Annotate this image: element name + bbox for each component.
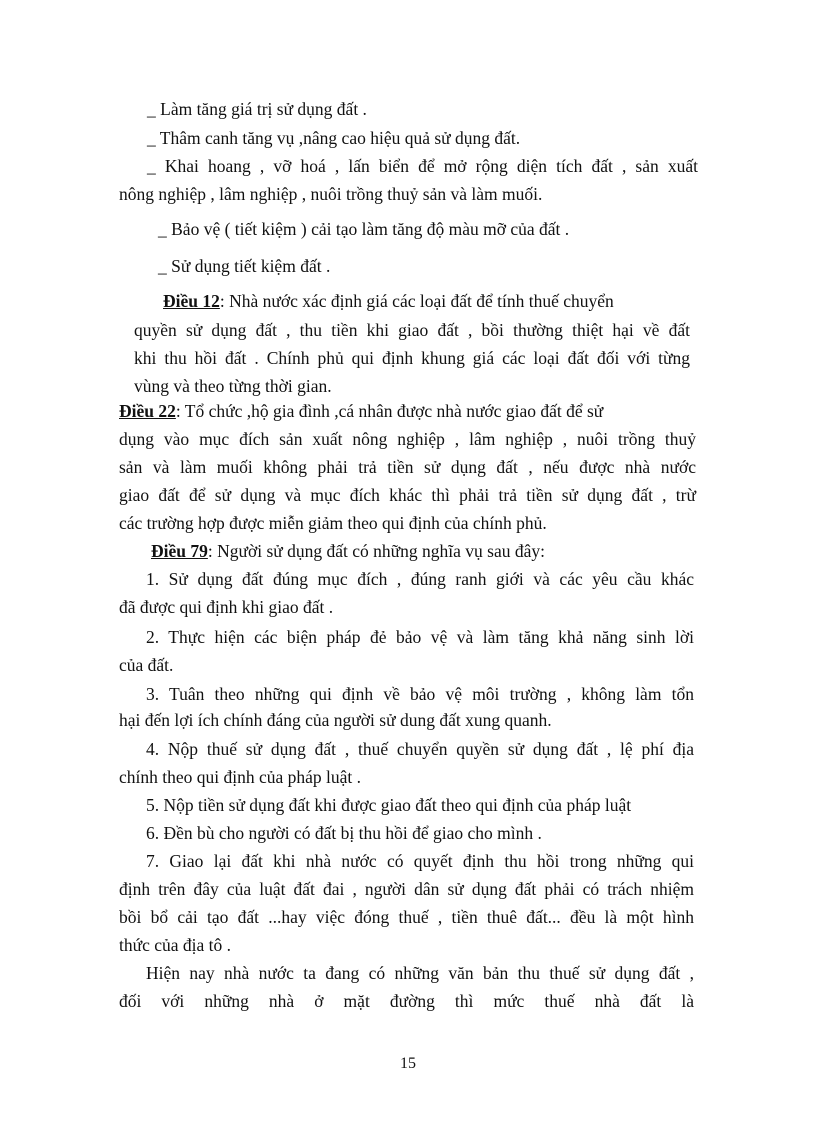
bullet-land-reclamation-line2: nông nghiệp , lâm nghiệp , nuôi trồng thuỷ sản và làm muối. bbox=[119, 184, 543, 204]
article-22-line3: sản và làm muối không phải trả tiền sử dụng đất , nếu được nhà nước bbox=[119, 457, 696, 477]
obligation-1-line2: đã được qui định khi giao đất . bbox=[119, 597, 334, 617]
article-12-heading: Điều 12 bbox=[163, 291, 220, 311]
article-79-intro bbox=[151, 540, 545, 562]
closing-paragraph-line1: Hiện nay nhà nước ta đang có những văn bản thu thuế sử dụng đất , bbox=[146, 963, 694, 983]
article-22-line5: các trường hợp được miễn giảm theo qui định của chính phủ. bbox=[119, 513, 547, 533]
bullet-increase-land-value: _ Làm tăng giá trị sử dụng đất . bbox=[147, 99, 367, 119]
obligation-6: 6. Đền bù cho người có đất bị thu hồi để giao cho mình . bbox=[146, 823, 542, 843]
obligation-4-line1: 4. Nộp thuế sử dụng đất , thuế chuyển quyền sử dụng đất , lệ phí địa bbox=[146, 739, 694, 759]
obligation-7-line3: bồi bổ cải tạo đất ...hay việc đóng thuế , tiền thuê đất... đều là một hình bbox=[119, 907, 694, 927]
article-12-text: : Nhà nước xác định giá các loại đất để tính thuế chuyển bbox=[219, 291, 614, 311]
article-12-line2: quyền sử dụng đất , thu tiền khi giao đất , bồi thường thiệt hại về đất bbox=[134, 320, 690, 340]
article-22-line1 bbox=[119, 400, 603, 422]
obligation-4-line2: chính theo qui định của pháp luật . bbox=[119, 767, 362, 787]
article-22-line2: dụng vào mục đích sản xuất nông nghiệp , lâm nghiệp , nuôi trồng thuỷ bbox=[119, 429, 696, 449]
obligation-3-line1: 3. Tuân theo những qui định về bảo vệ môi trường , không làm tổn bbox=[146, 684, 694, 704]
article-22-text: : Tổ chức ,hộ gia đình ,cá nhân được nhà nước giao đất để sử bbox=[175, 401, 604, 421]
obligation-2-line1: 2. Thực hiện các biện pháp đẻ bảo vệ và làm tăng khả năng sinh lời bbox=[146, 627, 694, 647]
obligation-5: 5. Nộp tiền sử dụng đất khi được giao đất theo qui định của pháp luật bbox=[146, 795, 632, 815]
obligation-3-line2: hại đến lợi ích chính đáng của người sử dung đất xung quanh. bbox=[119, 710, 552, 730]
page-number: 15 bbox=[400, 1055, 416, 1072]
article-79-heading: Điều 79 bbox=[151, 541, 208, 561]
article-12-line1 bbox=[163, 290, 614, 312]
article-22-heading: Điều 22 bbox=[119, 401, 176, 421]
bullet-land-reclamation-line1: _ Khai hoang , vỡ hoá , lấn biển để mở rộng diện tích đất , sản xuất bbox=[147, 156, 698, 176]
article-22-line4: giao đất để sử dụng và mục đích khác thì phải trả tiền sử dụng đất , trừ bbox=[119, 485, 696, 505]
obligation-7-line1: 7. Giao lại đất khi nhà nước có quyết định thu hồi trong những qui bbox=[146, 851, 694, 871]
bullet-intensive-farming: _ Thâm canh tăng vụ ,nâng cao hiệu quả sử dụng đất. bbox=[147, 128, 521, 148]
article-12-line4: vùng và theo từng thời gian. bbox=[134, 376, 332, 396]
obligation-7-line2: định trên đây của luật đất đai , người dân sử dụng đất phải có trách nhiệm bbox=[119, 879, 694, 899]
article-12-line3: khi thu hồi đất . Chính phủ qui định khung giá các loại đất đối với từng bbox=[134, 348, 690, 368]
obligation-2-line2: của đất. bbox=[119, 655, 174, 675]
closing-paragraph-line2: đối với những nhà ở mặt đường thì mức thuế nhà đất là bbox=[119, 991, 694, 1011]
obligation-7-line4: thức của địa tô . bbox=[119, 935, 232, 955]
bullet-save-land: _ Sử dụng tiết kiệm đất . bbox=[158, 256, 331, 276]
bullet-soil-protection: _ Bảo vệ ( tiết kiệm ) cải tạo làm tăng độ màu mỡ của đất . bbox=[158, 219, 570, 239]
article-79-intro-text: : Người sử dụng đất có những nghĩa vụ sau đây: bbox=[207, 541, 545, 561]
obligation-1-line1: 1. Sử dụng đất đúng mục đích , đúng ranh giới và các yêu cầu khác bbox=[146, 569, 694, 589]
